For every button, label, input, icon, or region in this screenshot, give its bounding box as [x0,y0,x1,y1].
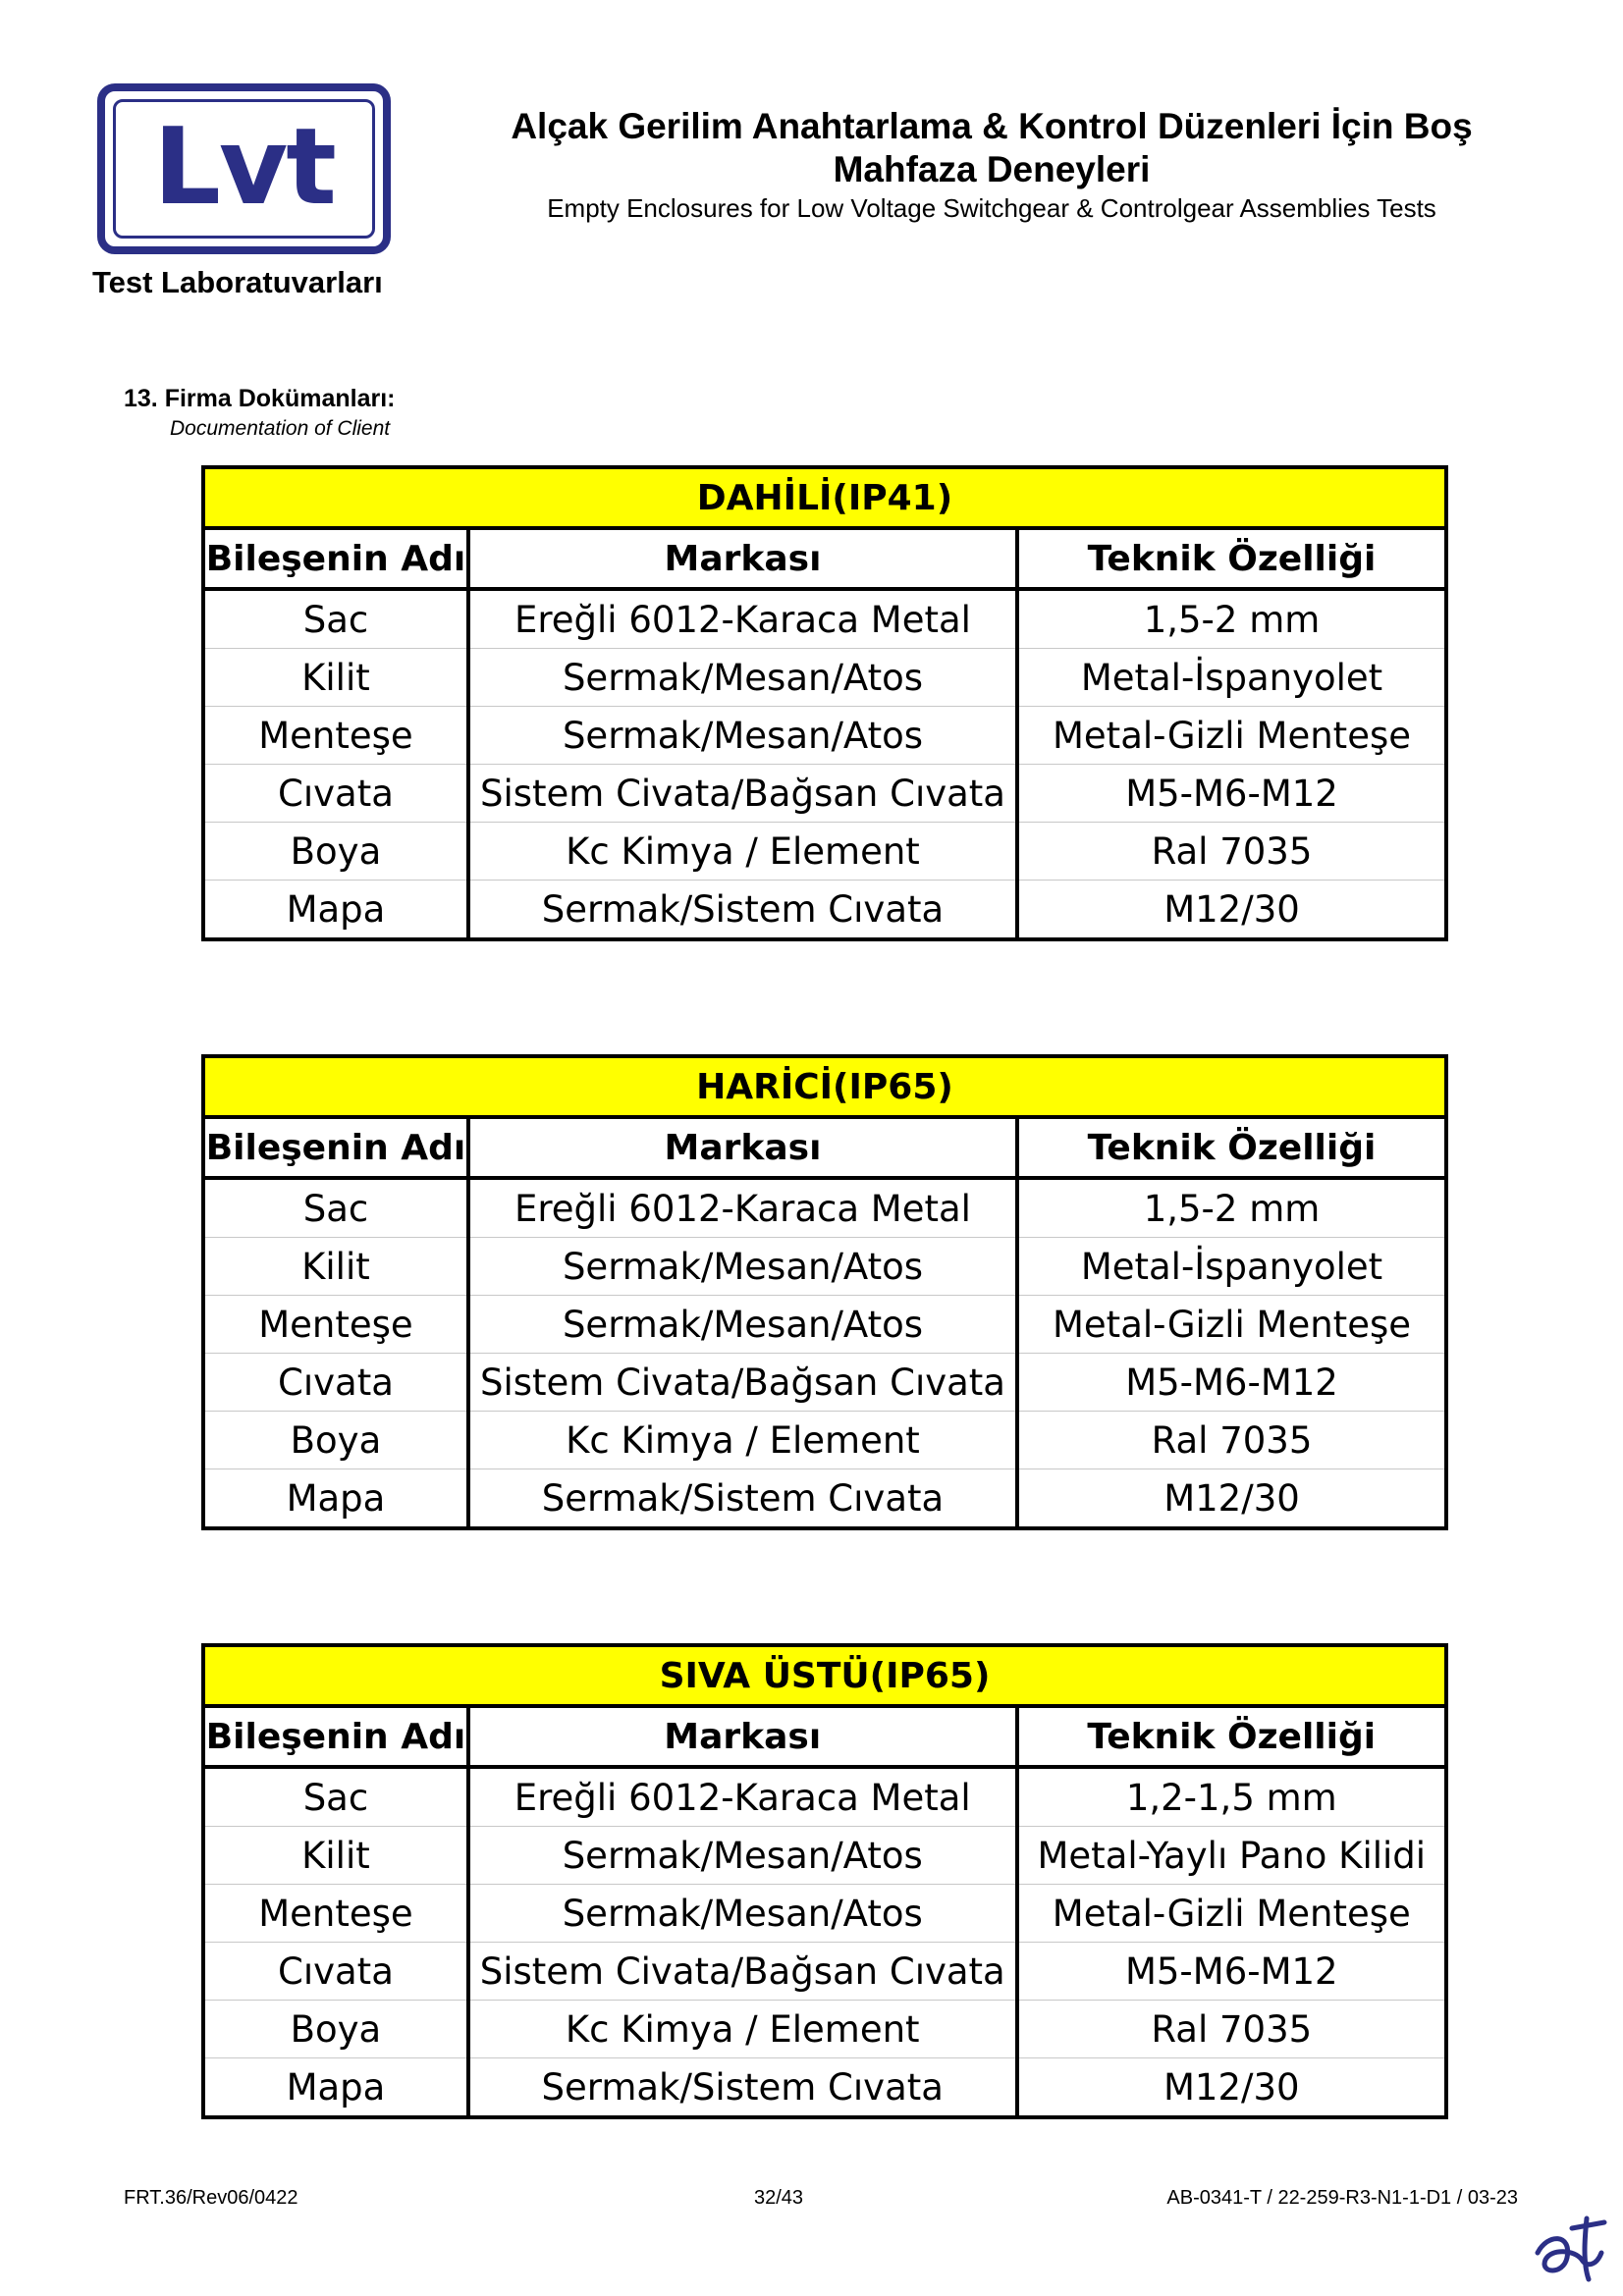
cell-component: Kilit [203,1827,468,1885]
table-row [203,589,1446,649]
table-row [203,2058,1446,2118]
cell-brand: Ereğli 6012-Karaca Metal [468,1178,1017,1238]
table-row [203,1354,1446,1412]
table-row [203,881,1446,940]
table-caption: HARİCİ(IP65) [203,1056,1446,1117]
cell-brand: Kc Kimya / Element [468,2001,1017,2058]
lvt-logo [97,83,391,254]
report-number: AB-0341-T / 22-259-R3-N1-1-D1 / 03-23 [1166,2187,1518,2209]
table-row [203,1885,1446,1943]
cell-brand: Sermak/Mesan/Atos [468,1238,1017,1296]
cell-spec: Metal-Gizli Menteşe [1017,707,1446,765]
cell-brand: Sermak/Mesan/Atos [468,1885,1017,1943]
header-technical-spec: Teknik Özelliği [1017,1117,1446,1178]
components-table-siva-ustu [201,1643,1448,2119]
table-row [203,2001,1446,2058]
cell-brand: Kc Kimya / Element [468,823,1017,881]
table-caption: SIVA ÜSTÜ(IP65) [203,1645,1446,1706]
cell-brand: Sermak/Sistem Cıvata [468,881,1017,940]
cell-component: Menteşe [203,1885,468,1943]
cell-brand: Ereğli 6012-Karaca Metal [468,589,1017,649]
header-brand: Markası [468,1117,1017,1178]
cell-brand: Sermak/Mesan/Atos [468,707,1017,765]
cell-spec: Metal-İspanyolet [1017,649,1446,707]
cell-component: Sac [203,1767,468,1827]
cell-brand: Ereğli 6012-Karaca Metal [468,1767,1017,1827]
cell-brand: Sermak/Sistem Cıvata [468,2058,1017,2118]
cell-brand: Sistem Civata/Bağsan Cıvata [468,1943,1017,2001]
table-row [203,1412,1446,1469]
cell-component: Mapa [203,881,468,940]
cell-brand: Sermak/Mesan/Atos [468,1296,1017,1354]
table-row [203,1238,1446,1296]
cell-brand: Kc Kimya / Element [468,1412,1017,1469]
cell-spec: M5-M6-M12 [1017,765,1446,823]
cell-spec: 1,2-1,5 mm [1017,1767,1446,1827]
page-number: 32/43 [754,2187,804,2209]
header-brand: Markası [468,528,1017,589]
cell-spec: Ral 7035 [1017,1412,1446,1469]
table-caption: DAHİLİ(IP41) [203,467,1446,528]
cell-spec: M5-M6-M12 [1017,1354,1446,1412]
components-table-dahili [201,465,1448,941]
cell-spec: Ral 7035 [1017,2001,1446,2058]
cell-component: Boya [203,823,468,881]
title-line-1: Alçak Gerilim Anahtarlama & Kontrol Düzenleri İçin Boş [511,106,1473,146]
cell-spec: M5-M6-M12 [1017,1943,1446,2001]
cell-spec: M12/30 [1017,1469,1446,1529]
table-row [203,1469,1446,1529]
cell-component: Sac [203,589,468,649]
header-technical-spec: Teknik Özelliği [1017,528,1446,589]
title-line-2: Mahfaza Deneyleri [833,149,1151,189]
form-code: FRT.36/Rev06/0422 [124,2187,298,2209]
table-row [203,649,1446,707]
cell-spec: Metal-Gizli Menteşe [1017,1885,1446,1943]
header-component-name: Bileşenin Adı [203,528,468,589]
header-technical-spec: Teknik Özelliği [1017,1706,1446,1767]
header-brand: Markası [468,1706,1017,1767]
header-component-name: Bileşenin Adı [203,1117,468,1178]
cell-component: Boya [203,1412,468,1469]
signature-icon [1528,2209,1616,2287]
cell-spec: 1,5-2 mm [1017,589,1446,649]
cell-brand: Sermak/Mesan/Atos [468,649,1017,707]
cell-spec: Metal-İspanyolet [1017,1238,1446,1296]
section-title: 13. Firma Dokümanları: [124,385,396,412]
cell-spec: Metal-Gizli Menteşe [1017,1296,1446,1354]
cell-component: Sac [203,1178,468,1238]
title-english: Empty Enclosures for Low Voltage Switchgear & Controlgear Assemblies Tests [547,193,1436,223]
logo-text: Lvt [153,106,335,229]
cell-component: Cıvata [203,765,468,823]
cell-brand: Sistem Civata/Bağsan Cıvata [468,765,1017,823]
cell-component: Boya [203,2001,468,2058]
cell-spec: 1,5-2 mm [1017,1178,1446,1238]
cell-spec: Metal-Yaylı Pano Kilidi [1017,1827,1446,1885]
table-row [203,707,1446,765]
cell-spec: M12/30 [1017,881,1446,940]
table-row [203,1827,1446,1885]
table-row [203,1296,1446,1354]
cell-component: Kilit [203,649,468,707]
cell-component: Menteşe [203,707,468,765]
section-subtitle: Documentation of Client [170,417,391,440]
cell-brand: Sistem Civata/Bağsan Cıvata [468,1354,1017,1412]
components-table-harici [201,1054,1448,1530]
table-row [203,765,1446,823]
cell-component: Cıvata [203,1354,468,1412]
table-row [203,1767,1446,1827]
cell-brand: Sermak/Mesan/Atos [468,1827,1017,1885]
cell-component: Mapa [203,1469,468,1529]
cell-component: Kilit [203,1238,468,1296]
cell-component: Menteşe [203,1296,468,1354]
table-row [203,1178,1446,1238]
cell-spec: Ral 7035 [1017,823,1446,881]
cell-spec: M12/30 [1017,2058,1446,2118]
cell-component: Cıvata [203,1943,468,2001]
lab-name: Test Laboratuvarları [92,265,383,299]
cell-component: Mapa [203,2058,468,2118]
header-component-name: Bileşenin Adı [203,1706,468,1767]
table-row [203,1943,1446,2001]
cell-brand: Sermak/Sistem Cıvata [468,1469,1017,1529]
table-row [203,823,1446,881]
